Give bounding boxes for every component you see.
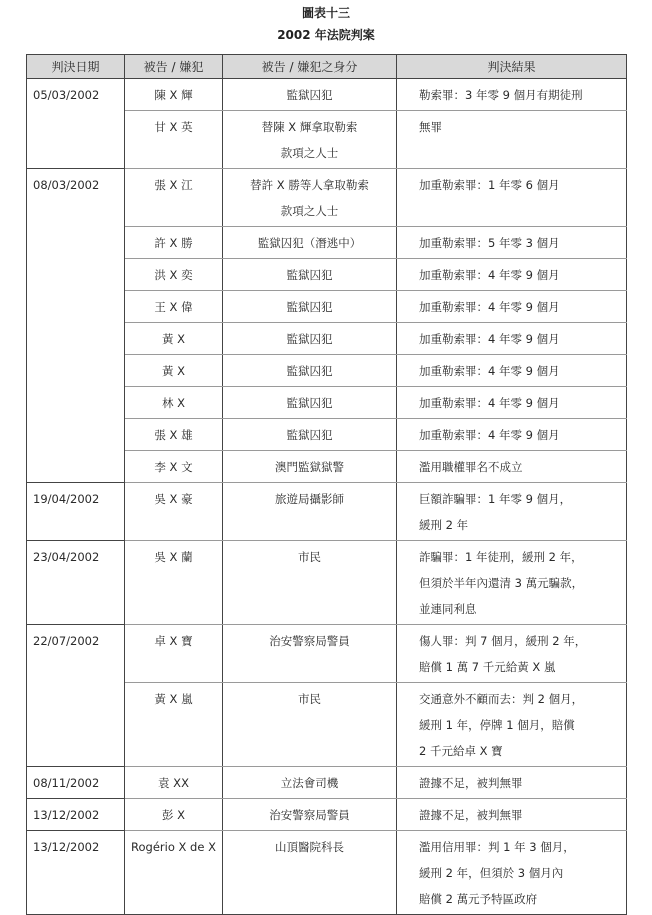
header-defendant: 被告 / 嫌犯 [125, 55, 223, 79]
result-cell [397, 541, 627, 625]
identity-line: 監獄囚犯 [286, 268, 333, 282]
identity-cell [223, 541, 397, 625]
result-line: 並連同利息 [419, 602, 477, 616]
defendant-cell: 袁 XX [125, 767, 223, 799]
result-line: 濫用職權罪名不成立 [419, 460, 523, 474]
result-line: 但須於半年內還清 3 萬元騙款， [419, 576, 584, 590]
result-cell [397, 625, 627, 683]
identity-cell [223, 483, 397, 541]
identity-cell [223, 291, 397, 323]
result-line: 證據不足，被判無罪 [419, 808, 523, 822]
defendant-cell: 許 X 勝 [125, 227, 223, 259]
result-cell [397, 767, 627, 799]
result-cell [397, 483, 627, 541]
identity-line: 監獄囚犯 [286, 332, 333, 346]
defendant-cell: 黃 X [125, 323, 223, 355]
identity-line: 市民 [298, 550, 321, 564]
judgment-date-cell: 08/03/2002 [27, 169, 125, 483]
judgment-date-cell: 19/04/2002 [27, 483, 125, 541]
header-row [27, 55, 627, 79]
identity-cell [223, 259, 397, 291]
table-row [27, 169, 627, 227]
identity-cell [223, 767, 397, 799]
result-cell [397, 259, 627, 291]
result-line: 加重勒索罪：4 年零 9 個月 [419, 428, 560, 442]
result-line: 加重勒索罪：4 年零 9 個月 [419, 396, 560, 410]
identity-cell [223, 387, 397, 419]
identity-cell [223, 451, 397, 483]
judgment-date-cell: 05/03/2002 [27, 79, 125, 169]
defendant-cell: 彭 X [125, 799, 223, 831]
result-line: 緩刑 1 年，停牌 1 個月，賠償 [419, 718, 575, 732]
identity-line: 旅遊局攝影師 [275, 492, 344, 506]
result-cell [397, 683, 627, 767]
result-line: 加重勒索罪：4 年零 9 個月 [419, 268, 560, 282]
result-line: 證據不足，被判無罪 [419, 776, 523, 790]
table-row [27, 483, 627, 541]
table-title: 2002 年法院判案 [277, 28, 375, 42]
result-line: 濫用信用罪：判 1 年 3 個月， [419, 840, 575, 854]
table-row [27, 541, 627, 625]
identity-cell [223, 227, 397, 259]
header-date: 判決日期 [27, 55, 125, 79]
defendant-cell: 洪 X 奕 [125, 259, 223, 291]
defendant-cell: 黃 X [125, 355, 223, 387]
identity-line: 監獄囚犯 [286, 428, 333, 442]
identity-cell [223, 111, 397, 169]
result-cell [397, 169, 627, 227]
identity-cell [223, 799, 397, 831]
identity-line: 治安警察局警員 [269, 634, 350, 648]
identity-cell [223, 79, 397, 111]
judgment-date-cell: 23/04/2002 [27, 541, 125, 625]
result-cell [397, 111, 627, 169]
result-line: 賠償 2 萬元予特區政府 [419, 892, 538, 906]
judgment-date-cell: 22/07/2002 [27, 625, 125, 767]
judgment-table [26, 54, 627, 915]
identity-cell [223, 683, 397, 767]
identity-line: 監獄囚犯 [286, 88, 333, 102]
result-cell [397, 419, 627, 451]
result-cell [397, 451, 627, 483]
identity-line: 山頂醫院科長 [275, 840, 344, 854]
table-body [27, 79, 627, 915]
identity-cell [223, 169, 397, 227]
identity-line: 治安警察局警員 [269, 808, 350, 822]
identity-line: 監獄囚犯（潛逃中） [257, 236, 362, 250]
identity-line: 監獄囚犯 [286, 364, 333, 378]
result-cell [397, 831, 627, 915]
result-line: 2 千元給卓 X 寶 [419, 744, 503, 758]
result-line: 賠償 1 萬 7 千元給黃 X 嵐 [419, 660, 556, 674]
defendant-cell: 甘 X 英 [125, 111, 223, 169]
defendant-cell: 吳 X 蘭 [125, 541, 223, 625]
result-cell [397, 323, 627, 355]
result-line: 勒索罪：3 年零 9 個月有期徒刑 [419, 88, 583, 102]
defendant-cell: 張 X 江 [125, 169, 223, 227]
result-line: 加重勒索罪：4 年零 9 個月 [419, 332, 560, 346]
judgment-date-cell: 13/12/2002 [27, 831, 125, 915]
result-cell [397, 355, 627, 387]
defendant-cell: 卓 X 寶 [125, 625, 223, 683]
result-line: 詐騙罪：1 年徒刑，緩刑 2 年， [419, 550, 583, 564]
defendant-cell: 張 X 雄 [125, 419, 223, 451]
result-line: 巨額詐騙罪：1 年零 9 個月， [419, 492, 572, 506]
identity-line: 替許 X 勝等人拿取勒索 [250, 178, 369, 192]
header-identity: 被告 / 嫌犯之身分 [223, 55, 397, 79]
defendant-cell: Rogério X de X [125, 831, 223, 915]
result-cell [397, 227, 627, 259]
result-line: 加重勒索罪：4 年零 9 個月 [419, 300, 560, 314]
result-line: 緩刑 2 年 [419, 518, 469, 532]
judgment-date-cell: 08/11/2002 [27, 767, 125, 799]
result-cell [397, 79, 627, 111]
defendant-cell: 李 X 文 [125, 451, 223, 483]
defendant-cell: 黃 X 嵐 [125, 683, 223, 767]
result-cell [397, 799, 627, 831]
table-row [27, 79, 627, 111]
result-line: 無罪 [419, 120, 442, 134]
table-row [27, 831, 627, 915]
result-line: 交通意外不顧而去：判 2 個月， [419, 692, 584, 706]
result-cell [397, 387, 627, 419]
identity-line: 款項之人士 [280, 146, 339, 160]
result-line: 加重勒索罪：5 年零 3 個月 [419, 236, 560, 250]
identity-cell [223, 419, 397, 451]
defendant-cell: 陳 X 輝 [125, 79, 223, 111]
identity-line: 監獄囚犯 [286, 300, 333, 314]
result-line: 傷人罪：判 7 個月，緩刑 2 年， [419, 634, 587, 648]
result-line: 加重勒索罪：1 年零 6 個月 [419, 178, 560, 192]
judgment-date-cell: 13/12/2002 [27, 799, 125, 831]
identity-cell [223, 831, 397, 915]
defendant-cell: 林 X [125, 387, 223, 419]
identity-line: 替陳 X 輝拿取勒索 [261, 120, 358, 134]
identity-line: 監獄囚犯 [286, 396, 333, 410]
identity-cell [223, 355, 397, 387]
table-row [27, 625, 627, 683]
identity-line: 澳門監獄獄警 [275, 460, 344, 474]
result-cell [397, 291, 627, 323]
identity-cell [223, 323, 397, 355]
identity-line: 立法會司機 [280, 776, 339, 790]
defendant-cell: 王 X 偉 [125, 291, 223, 323]
identity-cell [223, 625, 397, 683]
header-result: 判決結果 [397, 55, 627, 79]
table-row [27, 799, 627, 831]
result-line: 加重勒索罪：4 年零 9 個月 [419, 364, 560, 378]
result-line: 緩刑 2 年，但須於 3 個月內 [419, 866, 564, 880]
identity-line: 款項之人士 [280, 204, 339, 218]
chart-number-title: 圖表十三 [301, 6, 350, 20]
identity-line: 市民 [298, 692, 321, 706]
table-row [27, 767, 627, 799]
defendant-cell: 吳 X 豪 [125, 483, 223, 541]
